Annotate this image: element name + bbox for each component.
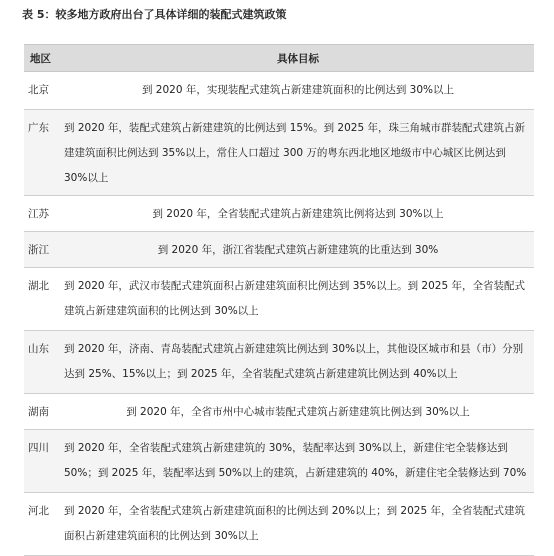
target-cell: 到 2020 年，全省装配式建筑占新建建筑比例将达到 30%以上 bbox=[62, 196, 534, 232]
table-row bbox=[24, 110, 534, 196]
target-cell: 到 2020 年，全省装配式建筑占新建建筑面积的比例达到 20%以上；到 2025 年，全省装配式建筑面积占新建建筑面积的比例达到 30%以上 bbox=[62, 493, 534, 556]
region-cell: 湖北 bbox=[24, 268, 62, 331]
region-cell: 广东 bbox=[24, 110, 62, 196]
header-region: 地区 bbox=[24, 45, 62, 72]
region-cell: 浙江 bbox=[24, 232, 62, 268]
target-cell: 到 2020 年，实现装配式建筑占新建建筑面积的比例达到 30%以上 bbox=[62, 72, 534, 110]
region-cell: 湖南 bbox=[24, 394, 62, 430]
table-row bbox=[24, 430, 534, 493]
table-row bbox=[24, 394, 534, 430]
region-cell: 北京 bbox=[24, 72, 62, 110]
region-cell: 四川 bbox=[24, 430, 62, 493]
table-row bbox=[24, 232, 534, 268]
region-cell: 河北 bbox=[24, 493, 62, 556]
table-header-row bbox=[24, 45, 534, 72]
target-cell: 到 2020 年，浙江省装配式建筑占新建建筑的比重达到 30% bbox=[62, 232, 534, 268]
table-row bbox=[24, 268, 534, 331]
target-cell: 到 2020 年，济南、青岛装配式建筑占新建建筑比例达到 30%以上，其他设区城市和县（市）分别达到 25%、15%以上；到 2025 年，全省装配式建筑占新建建筑比例达到 40%以上 bbox=[62, 331, 534, 394]
policy-table bbox=[24, 44, 534, 556]
table-row bbox=[24, 196, 534, 232]
table-caption: 表 5：较多地方政府出台了具体详细的装配式建筑政策 bbox=[22, 8, 287, 21]
target-cell: 到 2020 年，全省市州中心城市装配式建筑占新建建筑比例达到 30%以上 bbox=[62, 394, 534, 430]
table-row bbox=[24, 72, 534, 110]
target-cell: 到 2020 年，全省装配式建筑占新建建筑的 30%，装配率达到 30%以上，新建住宅全装修达到 50%；到 2025 年，装配率达到 50%以上的建筑，占新建建筑的 40%，新建住宅全装修达到 70% bbox=[62, 430, 534, 493]
target-cell: 到 2020 年，武汉市装配式建筑面积占新建建筑面积比例达到 35%以上。到 2025 年，全省装配式建筑占新建建筑面积的比例达到 30%以上 bbox=[62, 268, 534, 331]
header-target: 具体目标 bbox=[62, 45, 534, 72]
table-row bbox=[24, 331, 534, 394]
target-cell: 到 2020 年，装配式建筑占新建建筑的比例达到 15%。到 2025 年，珠三角城市群装配式建筑占新建建筑面积比例达到 35%以上，常住人口超过 300 万的粤东西北地区地级市中心城区比例达到 30%以上 bbox=[62, 110, 534, 196]
region-cell: 山东 bbox=[24, 331, 62, 394]
region-cell: 江苏 bbox=[24, 196, 62, 232]
